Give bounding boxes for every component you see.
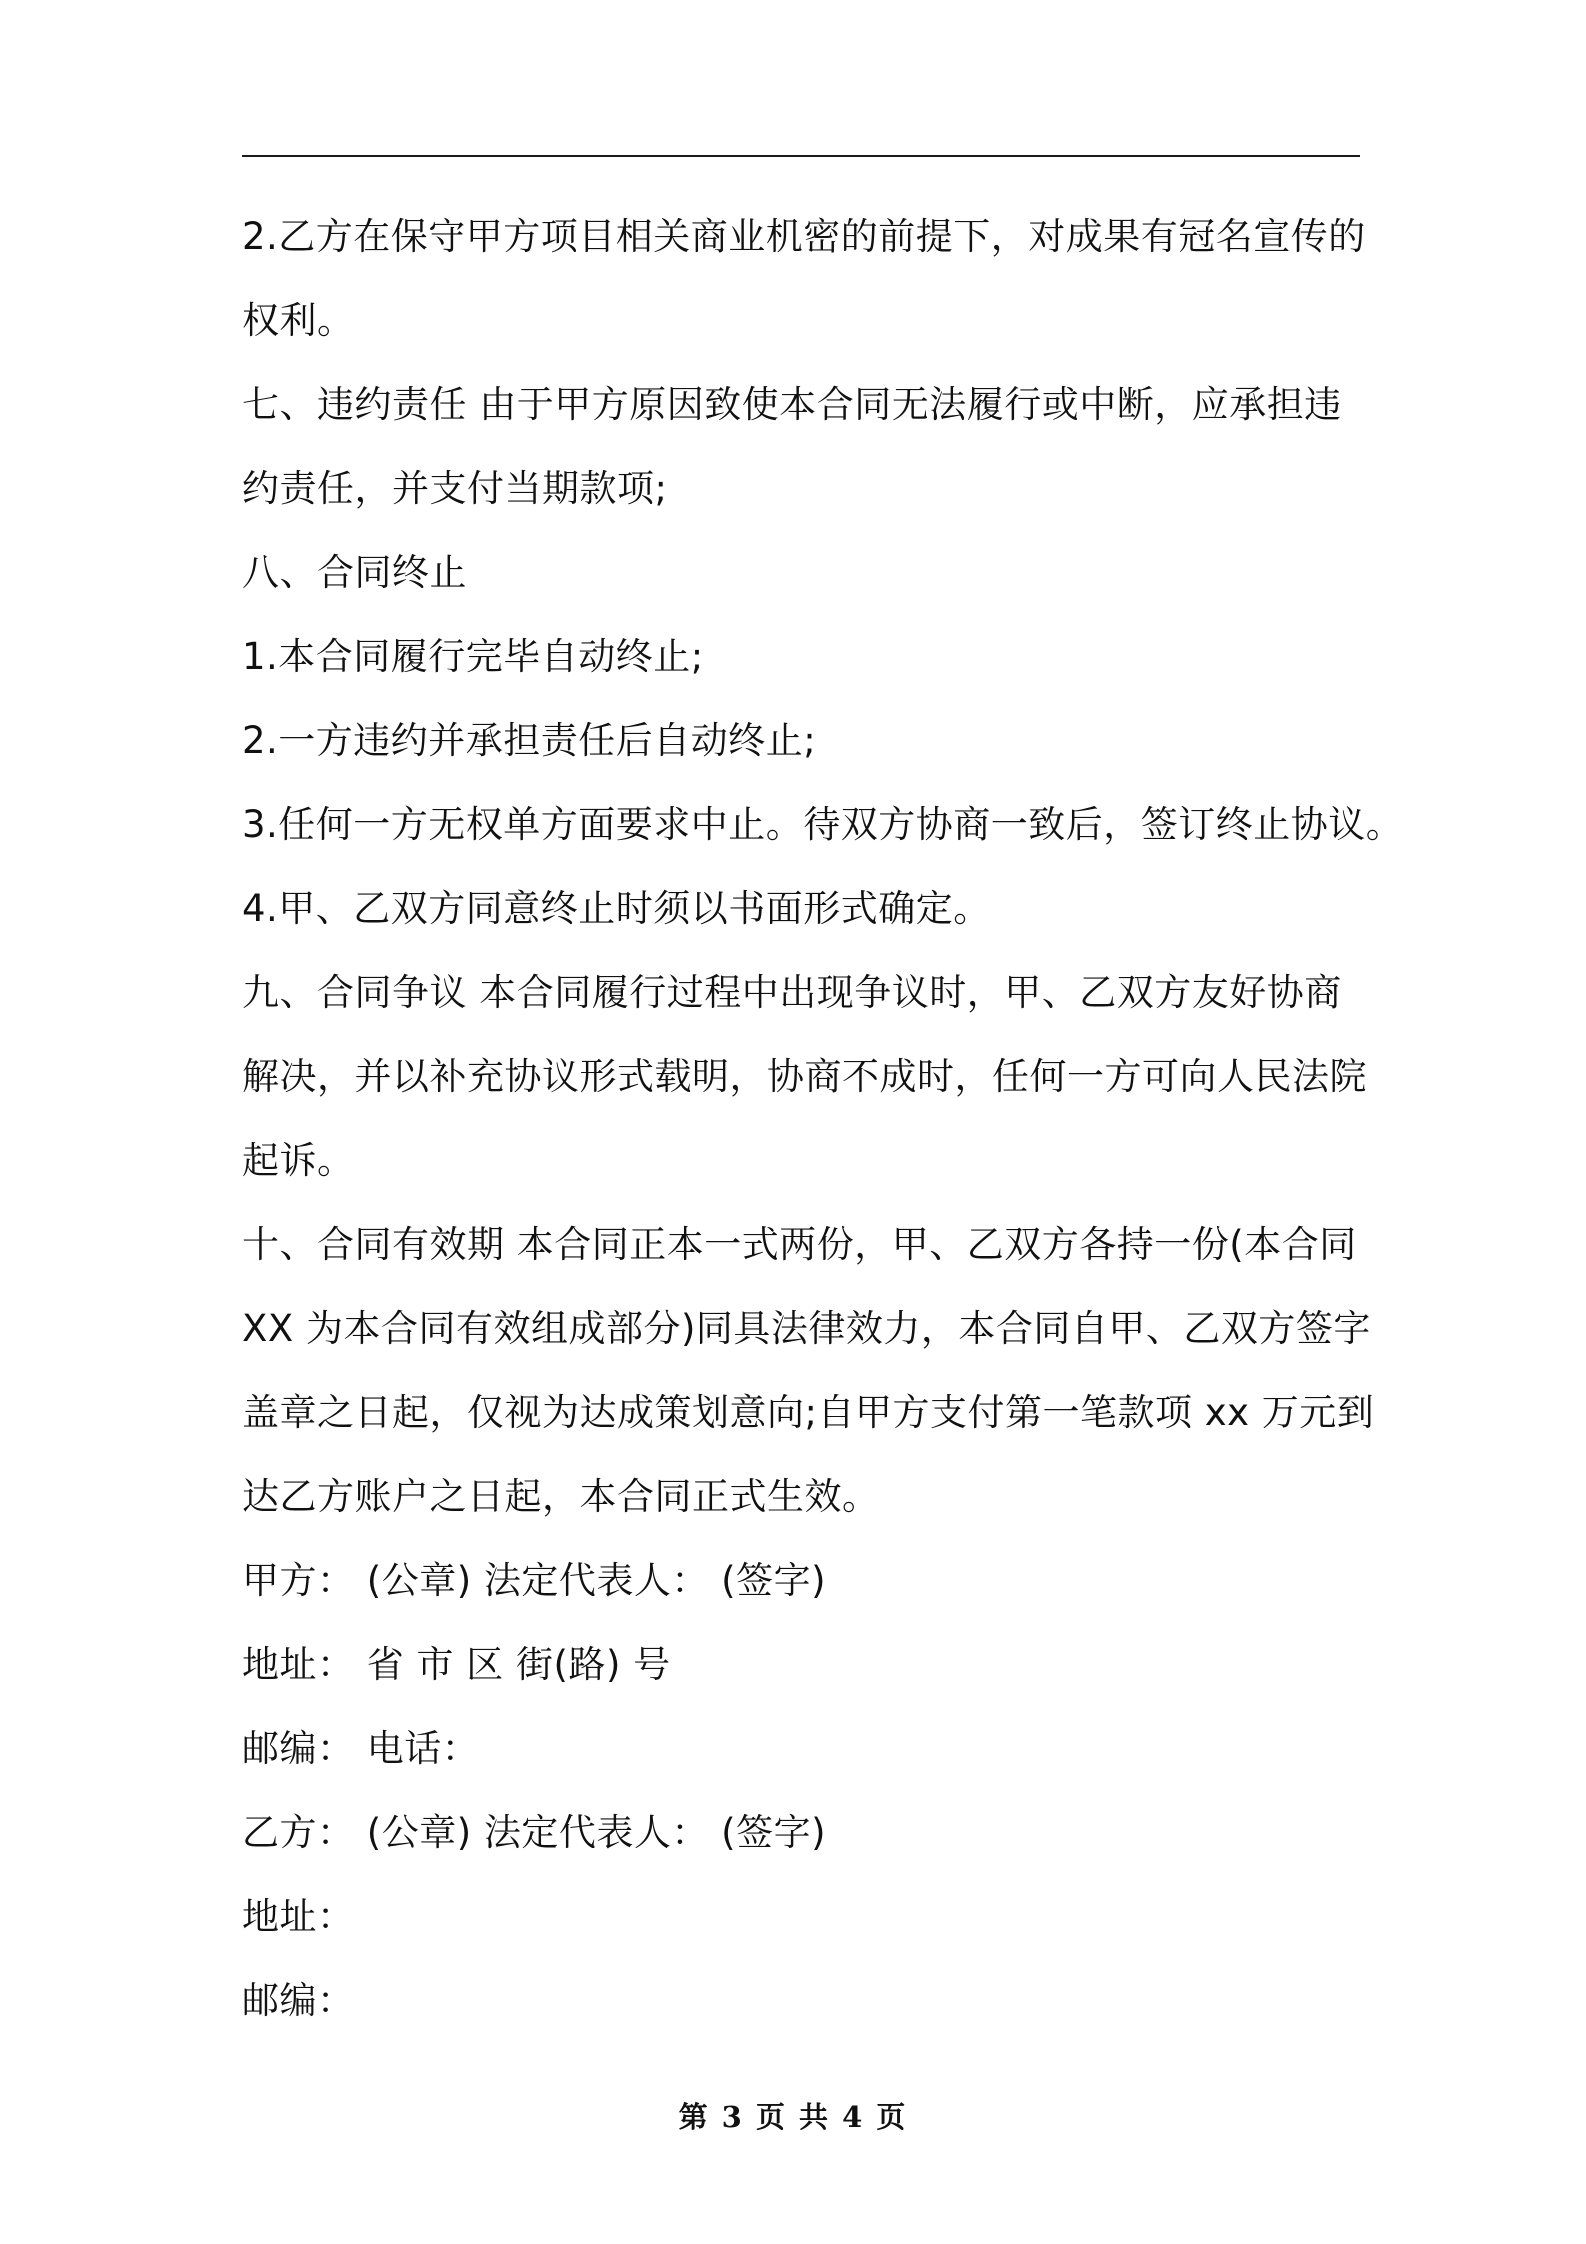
section-10-validity-line-2: XX 为本合同有效组成部分)同具法律效力，本合同自甲、乙双方签字 — [242, 1307, 1371, 1350]
section-8-heading: 八、合同终止 — [242, 551, 467, 594]
clause-7-2-line-1: 2.乙方在保守甲方项目相关商业机密的前提下，对成果有冠名宣传的 — [242, 215, 1366, 258]
section-10-validity-line-4: 达乙方账户之日起，本合同正式生效。 — [242, 1475, 880, 1518]
party-b-signature-line: 乙方： (公章) 法定代表人： (签字) — [242, 1811, 827, 1854]
section-10-validity-line-1: 十、合同有效期 本合同正本一式两份，甲、乙双方各持一份(本合同 — [242, 1223, 1357, 1266]
section-8-item-3: 3.任何一方无权单方面要求中止。待双方协商一致后，签订终止协议。 — [242, 803, 1404, 846]
section-8-item-2: 2.一方违约并承担责任后自动终止; — [242, 719, 817, 762]
section-9-dispute-line-1: 九、合同争议 本合同履行过程中出现争议时，甲、乙双方友好协商 — [242, 971, 1342, 1014]
section-7-breach-line-2: 约责任，并支付当期款项; — [242, 467, 668, 510]
section-8-item-1: 1.本合同履行完毕自动终止; — [242, 635, 704, 678]
clause-7-2-line-2: 权利。 — [242, 299, 355, 342]
party-b-address-line: 地址： — [242, 1895, 355, 1938]
section-8-item-4: 4.甲、乙双方同意终止时须以书面形式确定。 — [242, 887, 991, 930]
section-7-breach-line-1: 七、违约责任 由于甲方原因致使本合同无法履行或中断，应承担违 — [242, 383, 1342, 426]
party-a-signature-line: 甲方： (公章) 法定代表人： (签字) — [242, 1559, 827, 1602]
page-number-footer: 第 3 页 共 4 页 — [678, 2100, 908, 2134]
party-a-postcode-phone-line: 邮编： 电话： — [242, 1727, 480, 1770]
party-a-address-line: 地址： 省 市 区 街(路) 号 — [242, 1643, 671, 1686]
header-rule — [242, 155, 1360, 157]
section-9-dispute-line-2: 解决，并以补充协议形式载明，协商不成时，任何一方可向人民法院 — [242, 1055, 1367, 1098]
party-b-postcode-line: 邮编： — [242, 1979, 355, 2022]
section-10-validity-line-3: 盖章之日起，仅视为达成策划意向;自甲方支付第一笔款项 xx 万元到 — [242, 1391, 1375, 1434]
section-9-dispute-line-3: 起诉。 — [242, 1139, 355, 1182]
document-body — [242, 195, 1404, 2043]
